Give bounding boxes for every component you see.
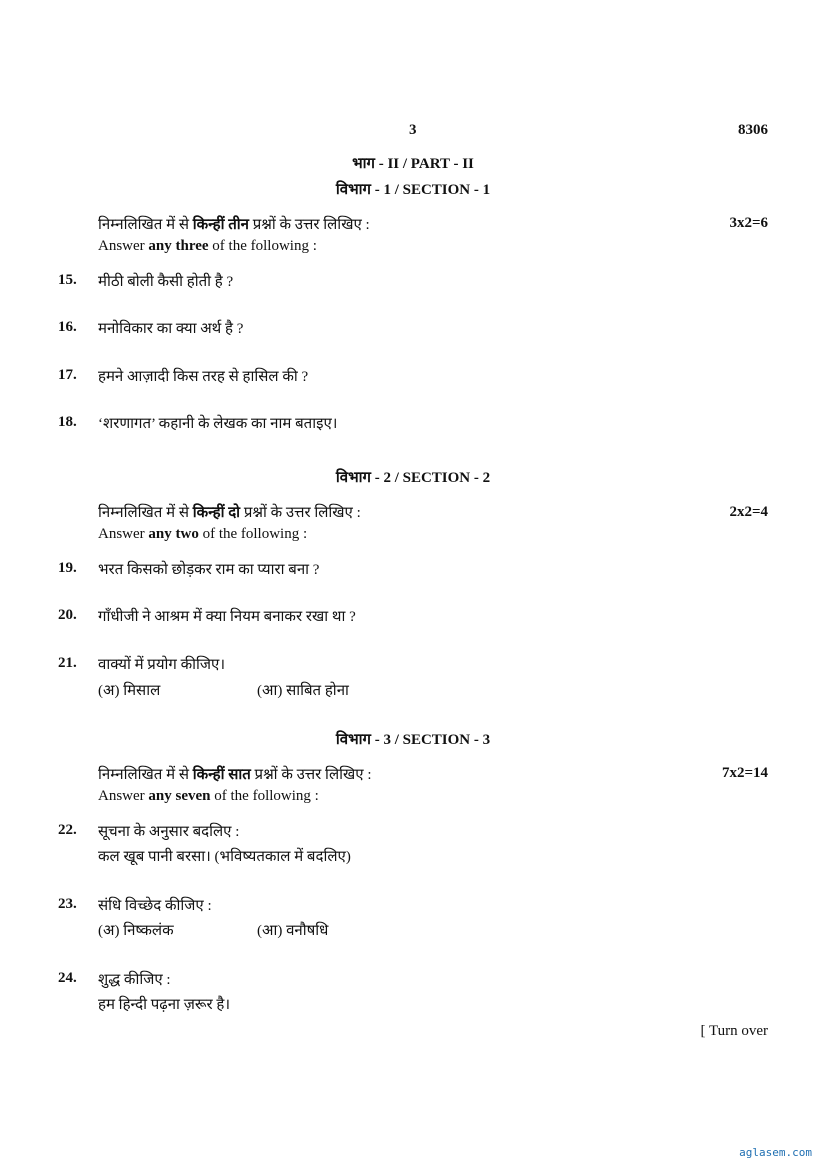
question-subline: कल खूब पानी बरसा। (भविष्यतकाल में बदलिए) bbox=[98, 849, 351, 865]
question-number: 21. bbox=[58, 655, 77, 671]
question-number: 18. bbox=[58, 414, 77, 430]
option-a: (अ) निष्कलंक bbox=[98, 923, 174, 939]
option-aa: (आ) वनौषधि bbox=[257, 923, 329, 939]
question-subline: हम हिन्दी पढ़ना ज़रूर है। bbox=[98, 997, 231, 1013]
question-number: 23. bbox=[58, 896, 77, 912]
footer-link[interactable]: aglasem.com bbox=[739, 1146, 812, 1159]
question-text: शुद्ध कीजिए : bbox=[98, 972, 171, 988]
option-a: (अ) मिसाल bbox=[98, 683, 161, 699]
question-text: हमने आज़ादी किस तरह से हासिल की ? bbox=[98, 369, 309, 385]
turn-over-note: [ Turn over bbox=[700, 1023, 768, 1039]
section-2-instruction-hindi: निम्नलिखित में से किन्हीं दो प्रश्नों के उत्तर लिखिए : bbox=[98, 505, 361, 521]
section-3-title: विभाग - 3 / SECTION - 3 bbox=[335, 732, 491, 748]
question-text: वाक्यों में प्रयोग कीजिए। bbox=[98, 657, 226, 673]
question-number: 19. bbox=[58, 560, 77, 576]
page-number: 3 bbox=[409, 122, 417, 138]
question-text: मनोविकार का क्या अर्थ है ? bbox=[98, 321, 244, 337]
question-text: संधि विच्छेद कीजिए : bbox=[98, 898, 212, 914]
section-3-instruction-hindi: निम्नलिखित में से किन्हीं सात प्रश्नों के उत्तर लिखिए : bbox=[98, 767, 372, 783]
paper-code: 8306 bbox=[738, 122, 768, 138]
section-3-instruction-english: Answer any seven of the following : bbox=[98, 788, 319, 804]
question-number: 22. bbox=[58, 822, 77, 838]
section-1-title: विभाग - 1 / SECTION - 1 bbox=[335, 182, 491, 198]
section-2-instruction-english: Answer any two of the following : bbox=[98, 526, 308, 542]
question-text: सूचना के अनुसार बदलिए : bbox=[98, 824, 240, 840]
option-aa: (आ) साबित होना bbox=[257, 683, 349, 699]
section-2-title: विभाग - 2 / SECTION - 2 bbox=[335, 470, 491, 486]
question-text: भरत किसको छोड़कर राम का प्यारा बना ? bbox=[98, 562, 320, 578]
question-number: 17. bbox=[58, 367, 77, 383]
section-1-instruction-english: Answer any three of the following : bbox=[98, 238, 317, 254]
question-text: मीठी बोली कैसी होती है ? bbox=[98, 274, 234, 290]
question-number: 16. bbox=[58, 319, 77, 335]
question-number: 24. bbox=[58, 970, 77, 986]
section-1-instruction-hindi: निम्नलिखित में से किन्हीं तीन प्रश्नों के उत्तर लिखिए : bbox=[98, 217, 370, 233]
section-1-marks: 3x2=6 bbox=[729, 215, 768, 231]
section-2-marks: 2x2=4 bbox=[729, 504, 768, 520]
question-text: गाँधीजी ने आश्रम में क्या नियम बनाकर रखा था ? bbox=[98, 609, 356, 625]
question-number: 20. bbox=[58, 607, 77, 623]
section-3-marks: 7x2=14 bbox=[721, 765, 768, 781]
question-number: 15. bbox=[58, 272, 77, 288]
part-title: भाग - II / PART - II bbox=[352, 156, 474, 172]
question-text: ‘शरणागत’ कहानी के लेखक का नाम बताइए। bbox=[98, 416, 338, 432]
